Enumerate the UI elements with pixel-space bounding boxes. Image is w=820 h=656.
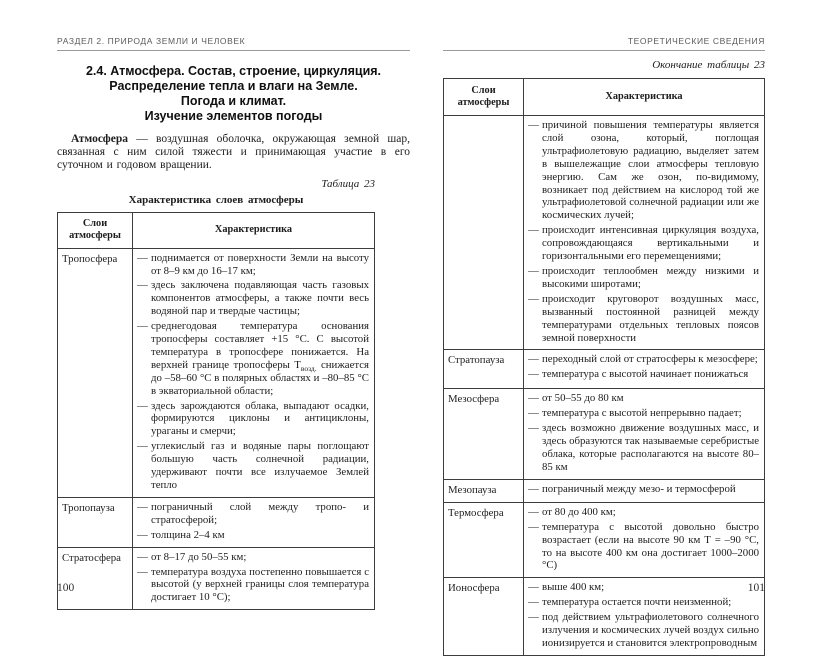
characteristic-item bbox=[528, 506, 759, 519]
layer-name-cell: Тропопауза bbox=[58, 497, 133, 547]
bullet-dash: — bbox=[528, 505, 539, 518]
section-title-line: 2.4. Атмосфера. Состав, строение, циркуляция. bbox=[85, 64, 382, 78]
characteristics-cell bbox=[524, 350, 765, 389]
bullet-dash: — bbox=[528, 611, 539, 624]
characteristic-item bbox=[137, 252, 369, 278]
characteristic-item bbox=[528, 368, 759, 381]
characteristic-text: поднимается от поверхности Земли на высоту от 8–9 км до 16–17 км; bbox=[151, 251, 369, 277]
column-header: Характеристика bbox=[524, 79, 765, 116]
characteristic-text: температура воздуха постепенно повышается с высотой (у верхней границы слоя температура достигает 10 °С); bbox=[151, 565, 369, 604]
characteristic-item bbox=[528, 407, 759, 420]
running-head-rule-right bbox=[443, 50, 765, 51]
intro-term: Атмосфера bbox=[71, 133, 128, 145]
section-title bbox=[57, 64, 410, 124]
bullet-dash: — bbox=[528, 422, 539, 435]
characteristics-cell bbox=[524, 389, 765, 479]
atmosphere-table-left bbox=[57, 212, 375, 611]
table-row bbox=[58, 248, 375, 497]
characteristic-text: здесь зарождаются облака, выпадают осадки, формируются циклоны и антициклоны, ураганы и смерчи; bbox=[151, 399, 369, 438]
table-caption-right: Окончание таблицы 23 bbox=[652, 59, 765, 71]
characteristics-cell bbox=[524, 502, 765, 578]
characteristics-cell bbox=[133, 547, 375, 610]
table-block-left bbox=[57, 178, 375, 611]
subscript-text: возд. bbox=[300, 364, 317, 374]
column-header: Характеристика bbox=[133, 212, 375, 248]
characteristic-text: переходный слой от стратосферы к мезосфере; bbox=[542, 353, 758, 366]
characteristic-item bbox=[137, 501, 369, 527]
bullet-dash: — bbox=[137, 320, 148, 333]
text-part: снижается до –58–60 °С в полярных областях и –80–85 °С в экваториальной области; bbox=[151, 358, 369, 397]
bullet-dash: — bbox=[137, 440, 148, 453]
characteristic-text: здесь возможно движение воздушных масс, и здесь образуются так называемые серебристые облака, которые располагаются на высоте 80–85 км bbox=[542, 422, 759, 473]
characteristic-item bbox=[528, 265, 759, 291]
table-row bbox=[444, 389, 765, 479]
characteristic-item bbox=[528, 353, 759, 366]
characteristic-item bbox=[137, 551, 369, 564]
characteristics-cell bbox=[524, 116, 765, 350]
running-head-rule-left bbox=[57, 50, 410, 51]
characteristic-text: температура с высотой довольно быстро возрастает (если на высоте 90 км Т = –90 °С, то на высоте 400 км она достигает 1000–2000 °С) bbox=[542, 520, 759, 572]
characteristic-item bbox=[528, 596, 759, 609]
page-number-right: 101 bbox=[747, 582, 765, 594]
characteristic-item bbox=[137, 566, 369, 605]
section-title-line: Изучение элементов погоды bbox=[144, 109, 323, 123]
characteristic-item bbox=[528, 611, 759, 650]
page-left bbox=[57, 36, 410, 610]
bullet-dash: — bbox=[528, 224, 539, 237]
bullet-dash: — bbox=[528, 368, 539, 381]
layer-name-cell: Стратопауза bbox=[444, 350, 524, 389]
characteristic-text: температура остается почти неизменной; bbox=[542, 596, 732, 609]
characteristic-text: от 80 до 400 км; bbox=[542, 505, 616, 518]
bullet-dash: — bbox=[137, 550, 148, 563]
table-header-row bbox=[444, 79, 765, 116]
section-title-line: Распределение тепла и влаги на Земле. bbox=[109, 79, 358, 93]
bullet-dash: — bbox=[137, 279, 148, 292]
column-header: Слои атмосферы bbox=[444, 79, 524, 116]
bullet-dash: — bbox=[137, 399, 148, 412]
layer-name-cell: Термосфера bbox=[444, 502, 524, 578]
characteristic-item bbox=[528, 521, 759, 573]
characteristic-text: пограничный слой между тропо- и стратосферой; bbox=[151, 500, 369, 526]
table-caption-left: Таблица 23 bbox=[321, 177, 375, 190]
characteristics-cell bbox=[524, 479, 765, 502]
characteristic-text: толщина 2–4 км bbox=[151, 528, 225, 541]
characteristic-text: температура с высотой непрерывно падает; bbox=[542, 407, 742, 420]
table-row bbox=[58, 547, 375, 610]
characteristic-item bbox=[528, 392, 759, 405]
characteristic-text: пограничный между мезо- и термосферой bbox=[542, 482, 736, 495]
characteristics-cell bbox=[133, 497, 375, 547]
characteristics-cell bbox=[133, 248, 375, 497]
characteristic-item bbox=[137, 279, 369, 318]
characteristic-item bbox=[137, 320, 369, 397]
layer-name-cell: Мезосфера bbox=[444, 389, 524, 479]
table-header-row bbox=[58, 212, 375, 248]
characteristic-text: под действием ультрафиолетового солнечного излучения и космических лучей воздух сильно ионизируется и становится электропроводным bbox=[542, 611, 759, 649]
layer-name-cell: Тропосфера bbox=[58, 248, 133, 497]
layer-name-cell bbox=[444, 116, 524, 350]
layer-name-cell: Стратосфера bbox=[58, 547, 133, 610]
layer-name-cell: Мезопауза bbox=[444, 479, 524, 502]
column-header: Слои атмосферы bbox=[58, 212, 133, 248]
bullet-dash: — bbox=[528, 596, 539, 609]
characteristic-item bbox=[528, 224, 759, 263]
page-number-left: 100 bbox=[57, 582, 75, 594]
characteristic-text: от 8–17 до 50–55 км; bbox=[151, 550, 247, 563]
intro-paragraph bbox=[57, 133, 410, 173]
bullet-dash: — bbox=[137, 251, 148, 264]
characteristic-item bbox=[528, 483, 759, 496]
characteristic-text: происходит круговорот воздушных масс, вызванный постоянной разницей между температурами отдельных тепловых поясов земной поверхности bbox=[542, 292, 759, 344]
table-row bbox=[444, 350, 765, 389]
characteristic-text: происходит интенсивная циркуляция воздуха, сопровождающаяся вертикальными и горизонтальными его перемещениями; bbox=[542, 224, 759, 263]
characteristic-item bbox=[528, 422, 759, 474]
intro-rest: — воздушная оболочка, окружающая земной шар, связанная с ним силой тяжести и принимающая участие в его суточном и годовом вращении. bbox=[57, 133, 410, 172]
bullet-dash: — bbox=[528, 581, 539, 594]
bullet-dash: — bbox=[137, 565, 148, 578]
table-row bbox=[444, 116, 765, 350]
characteristic-text: происходит теплообмен между низкими и высокими широтами; bbox=[542, 264, 759, 290]
characteristic-item bbox=[528, 293, 759, 345]
bullet-dash: — bbox=[528, 392, 539, 405]
table-row bbox=[444, 479, 765, 502]
characteristic-item bbox=[137, 440, 369, 492]
characteristic-item bbox=[528, 119, 759, 222]
bullet-dash: — bbox=[528, 264, 539, 277]
characteristic-text: причиной повышения температуры является слой озона, который, поглощая ультрафиолетовую радиацию, выделяет затем в вышележащие слои атмосферы тепловую энергию. Сам же озон, по-видимому, возникает под действием на кислород той же ультрафиолетовой солнечной радиации или же космических лучей; bbox=[542, 119, 759, 222]
bullet-dash: — bbox=[528, 353, 539, 366]
table-row bbox=[58, 497, 375, 547]
bullet-dash: — bbox=[528, 482, 539, 495]
characteristic-item bbox=[137, 400, 369, 439]
characteristic-text: от 50–55 до 80 км bbox=[542, 392, 624, 405]
bullet-dash: — bbox=[528, 292, 539, 305]
atmosphere-table-right bbox=[443, 78, 765, 656]
bullet-dash: — bbox=[528, 520, 539, 533]
characteristic-text: здесь заключена подавляющая часть газовых компонентов атмосферы, а также почти весь водяной пар и твердые частицы; bbox=[151, 279, 369, 318]
characteristic-text: температура с высотой начинает понижаться bbox=[542, 368, 749, 381]
section-title-line: Погода и климат. bbox=[180, 94, 287, 108]
bullet-dash: — bbox=[528, 407, 539, 420]
running-head-right: ТЕОРЕТИЧЕСКИЕ СВЕДЕНИЯ bbox=[627, 36, 765, 46]
page-right bbox=[443, 36, 765, 656]
bullet-dash: — bbox=[528, 119, 539, 131]
running-head-left: РАЗДЕЛ 2. ПРИРОДА ЗЕМЛИ И ЧЕЛОВЕК bbox=[57, 36, 246, 46]
characteristic-text: выше 400 км; bbox=[542, 581, 605, 594]
characteristic-item bbox=[137, 529, 369, 542]
characteristic-text bbox=[151, 320, 369, 397]
table-title: Характеристика слоев атмосферы bbox=[128, 193, 304, 206]
text-part: среднегодовая температура основания тропосферы составляет +15 °С. С высотой температура в тропосфере понижается. На верхней границе тропосферы Т bbox=[151, 320, 369, 371]
layer-name-cell: Ионосфера bbox=[444, 578, 524, 656]
characteristic-text: углекислый газ и водяные пары поглощают большую часть солнечной радиации, удерживают почти все излучаемое Землей тепло bbox=[151, 440, 369, 492]
bullet-dash: — bbox=[137, 500, 148, 513]
bullet-dash: — bbox=[137, 528, 148, 541]
table-row bbox=[444, 502, 765, 578]
